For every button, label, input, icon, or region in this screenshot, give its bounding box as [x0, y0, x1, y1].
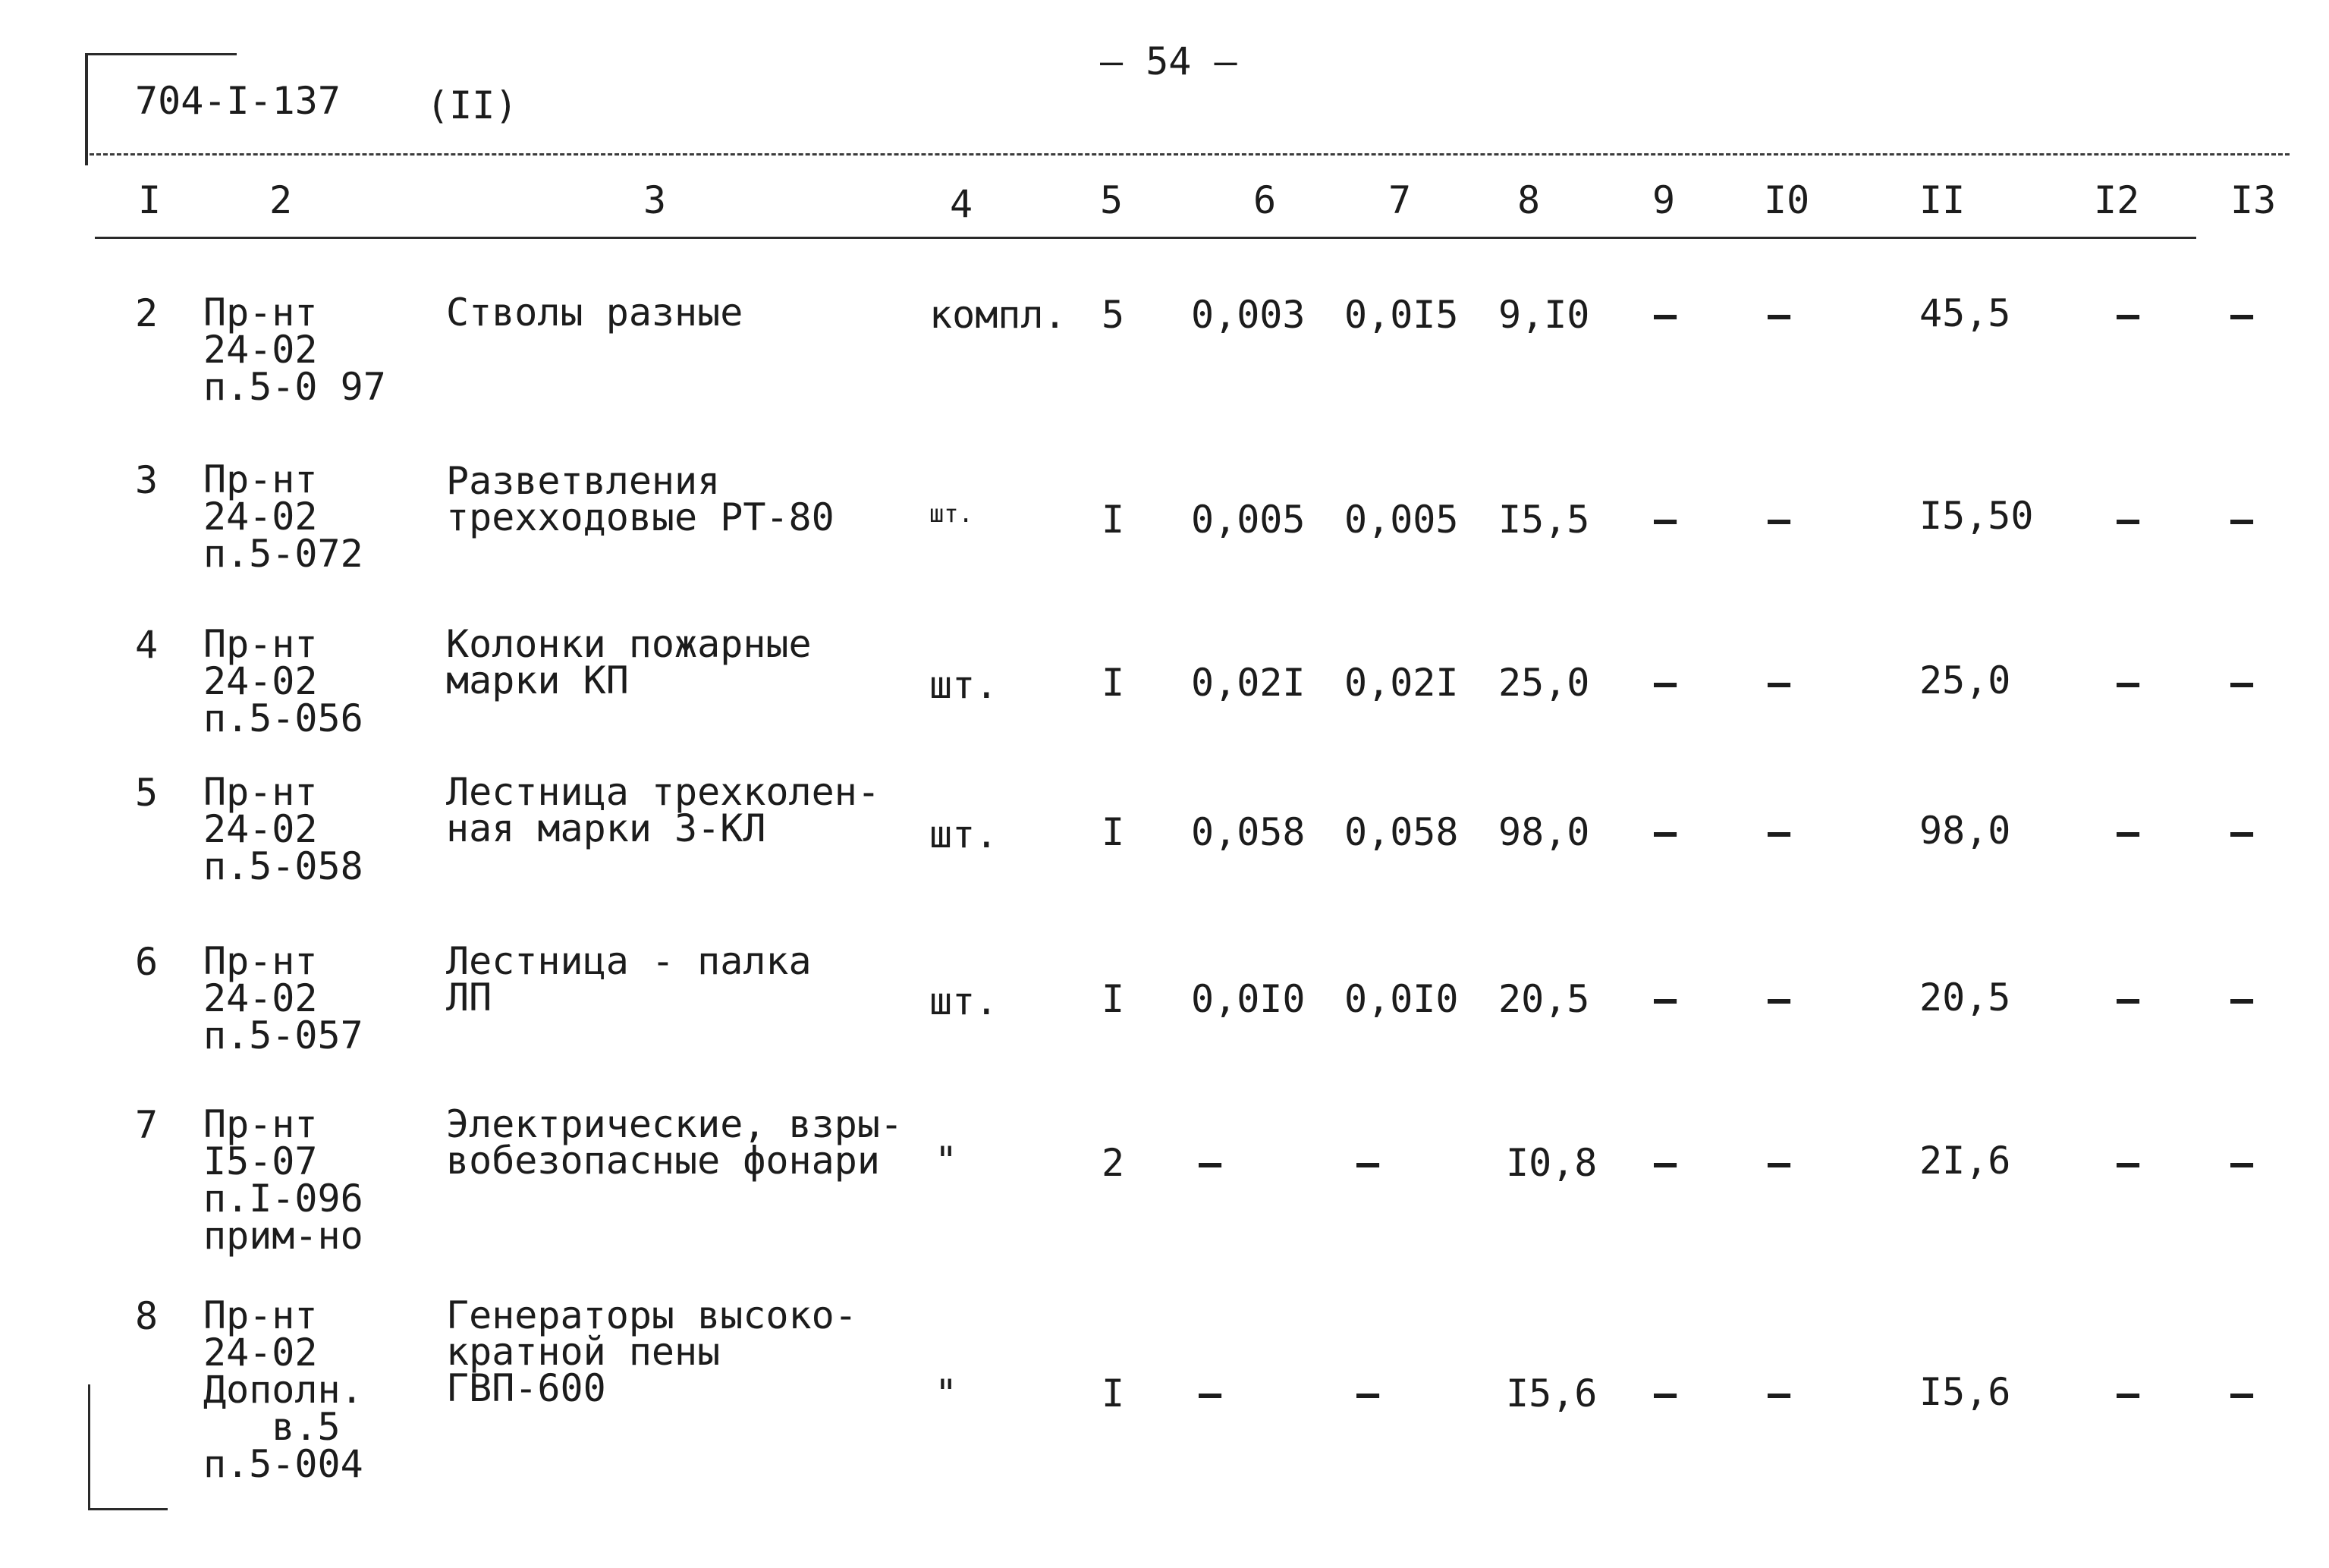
unit-cell: ": [935, 1372, 958, 1416]
col11-cell: 2I,6: [1919, 1139, 2011, 1183]
col10-cell: –: [1768, 498, 1791, 542]
col8-cell: 25,0: [1498, 661, 1590, 705]
col7-cell: 0,02I: [1344, 661, 1459, 705]
column-number: 7: [1388, 178, 1412, 222]
col10-cell: –: [1768, 977, 1791, 1021]
page-number: — 54 —: [1100, 39, 1237, 83]
quantity-cell: I: [1102, 977, 1125, 1021]
row-number: 7: [135, 1103, 159, 1147]
reference-cell: Пр-нт 24-02 п.5-057: [203, 939, 363, 1057]
col6-cell: –: [1199, 1141, 1222, 1185]
col12-cell: –: [2117, 810, 2140, 854]
col11-cell: 98,0: [1919, 809, 2011, 853]
col13-cell: –: [2230, 661, 2254, 705]
unit-cell: ": [935, 1139, 958, 1183]
col12-cell: –: [2117, 661, 2140, 705]
row-number: 6: [135, 940, 159, 984]
col7-cell: 0,0I5: [1344, 293, 1459, 337]
row-number: 5: [135, 771, 159, 815]
unit-cell: шт.: [929, 499, 973, 528]
column-number: 9: [1652, 178, 1676, 222]
item-name: Лестница - палка ЛП: [446, 939, 812, 1020]
quantity-cell: 5: [1102, 293, 1125, 337]
header-bottom-rule: [95, 237, 2196, 239]
col7-cell: –: [1356, 1141, 1380, 1185]
quantity-cell: I: [1102, 1372, 1125, 1416]
col9-cell: –: [1654, 977, 1677, 1021]
col11-cell: I5,50: [1919, 494, 2034, 538]
item-name: Генераторы высоко- кратной пены ГВП-600: [446, 1293, 857, 1410]
col7-cell: 0,005: [1344, 498, 1459, 542]
column-number: 6: [1253, 178, 1277, 222]
row-number: 8: [135, 1294, 159, 1338]
unit-cell: шт.: [929, 663, 998, 707]
row-number: 3: [135, 458, 159, 502]
col8-cell: I5,6: [1506, 1372, 1598, 1416]
col6-cell: 0,058: [1191, 810, 1306, 854]
quantity-cell: I: [1102, 810, 1125, 854]
item-name: Лестница трехколен- ная марки 3-КЛ: [446, 770, 880, 850]
column-number: 3: [643, 178, 667, 222]
col11-cell: 20,5: [1919, 976, 2011, 1020]
col9-cell: –: [1654, 293, 1677, 337]
margin-bracket-horizontal: [88, 1508, 168, 1510]
col8-cell: 20,5: [1498, 977, 1590, 1021]
col6-cell: –: [1199, 1372, 1222, 1416]
item-name: Разветвления трехходовые РТ-80: [446, 459, 834, 539]
col13-cell: –: [2230, 293, 2254, 337]
row-number: 2: [135, 291, 159, 335]
item-name: Стволы разные: [446, 291, 743, 335]
col7-cell: 0,058: [1344, 810, 1459, 854]
col9-cell: –: [1654, 1372, 1677, 1416]
column-number: 8: [1517, 178, 1541, 222]
column-number: 5: [1100, 178, 1124, 222]
reference-cell: Пр-нт 24-02 п.5-0 97: [203, 291, 386, 409]
col10-cell: –: [1768, 1141, 1791, 1185]
column-number: II: [1919, 178, 1966, 222]
col12-cell: –: [2117, 1372, 2140, 1416]
document-code: 704-I-137: [135, 79, 341, 123]
col9-cell: –: [1654, 1141, 1677, 1185]
unit-cell: шт.: [929, 812, 998, 856]
col6-cell: 0,005: [1191, 498, 1306, 542]
col12-cell: –: [2117, 498, 2140, 542]
col12-cell: –: [2117, 977, 2140, 1021]
col11-cell: I5,6: [1919, 1370, 2011, 1414]
quantity-cell: I: [1102, 661, 1125, 705]
reference-cell: Пр-нт 24-02 п.5-072: [203, 457, 363, 576]
col11-cell: 25,0: [1919, 658, 2011, 702]
col13-cell: –: [2230, 810, 2254, 854]
col6-cell: 0,003: [1191, 293, 1306, 337]
col6-cell: 0,02I: [1191, 661, 1306, 705]
col13-cell: –: [2230, 498, 2254, 542]
stamp-top-border: [85, 53, 237, 55]
col13-cell: –: [2230, 977, 2254, 1021]
col9-cell: –: [1654, 661, 1677, 705]
col9-cell: –: [1654, 810, 1677, 854]
document-part: (II): [426, 83, 518, 127]
col13-cell: –: [2230, 1141, 2254, 1185]
col10-cell: –: [1768, 661, 1791, 705]
col10-cell: –: [1768, 1372, 1791, 1416]
col13-cell: –: [2230, 1372, 2254, 1416]
unit-cell: шт.: [929, 979, 998, 1023]
col7-cell: 0,0I0: [1344, 977, 1459, 1021]
row-number: 4: [135, 623, 159, 667]
column-number: I0: [1764, 178, 1810, 222]
reference-cell: Пр-нт 24-02 Дополн. в.5 п.5-004: [203, 1293, 363, 1486]
column-number: 2: [269, 178, 293, 222]
quantity-cell: I: [1102, 498, 1125, 542]
item-name: Электрические, взры- вобезопасные фонари: [446, 1102, 904, 1183]
col6-cell: 0,0I0: [1191, 977, 1306, 1021]
col8-cell: I0,8: [1506, 1141, 1598, 1185]
col11-cell: 45,5: [1919, 291, 2011, 335]
column-number: 4: [950, 182, 973, 226]
col7-cell: –: [1356, 1372, 1380, 1416]
reference-cell: Пр-нт 24-02 п.5-056: [203, 622, 363, 740]
col10-cell: –: [1768, 810, 1791, 854]
col8-cell: 9,I0: [1498, 293, 1590, 337]
item-name: Колонки пожарные марки КП: [446, 622, 812, 702]
header-top-rule: [90, 153, 2290, 156]
margin-bracket-vertical: [88, 1384, 90, 1510]
col9-cell: –: [1654, 498, 1677, 542]
stamp-left-border: [85, 53, 88, 165]
col8-cell: 98,0: [1498, 810, 1590, 854]
quantity-cell: 2: [1102, 1141, 1125, 1185]
col12-cell: –: [2117, 1141, 2140, 1185]
column-number: I: [138, 178, 162, 222]
col12-cell: –: [2117, 293, 2140, 337]
column-number: I3: [2230, 178, 2277, 222]
reference-cell: Пр-нт 24-02 п.5-058: [203, 770, 363, 888]
col8-cell: I5,5: [1498, 498, 1590, 542]
col10-cell: –: [1768, 293, 1791, 337]
unit-cell: компл.: [929, 293, 1067, 337]
column-number: I2: [2094, 178, 2140, 222]
reference-cell: Пр-нт I5-07 п.I-096 прим-но: [203, 1102, 363, 1258]
